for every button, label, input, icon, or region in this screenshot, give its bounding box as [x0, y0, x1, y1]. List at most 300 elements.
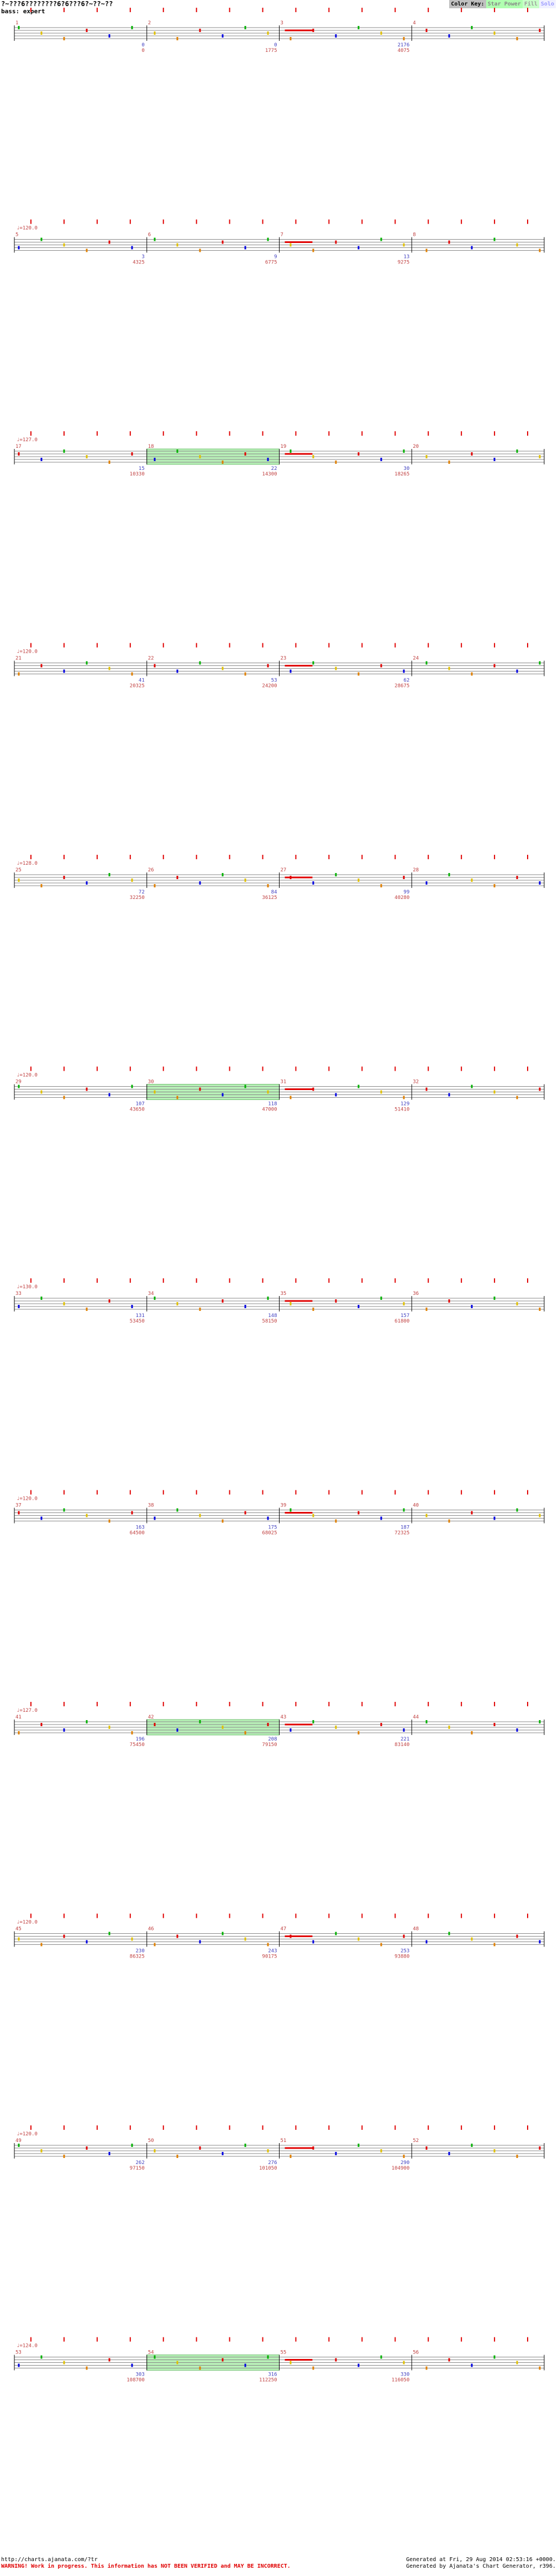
note-gem	[41, 1723, 43, 1726]
measure-number: 48	[413, 1926, 419, 1932]
measure-number: 28	[413, 868, 419, 873]
note-gem	[539, 1940, 541, 1944]
note-gem	[222, 241, 224, 244]
note-gem	[222, 1726, 224, 1729]
note-gem	[403, 2155, 405, 2158]
note-gem	[154, 1091, 156, 1094]
score-label: 6775	[265, 260, 277, 266]
score-label: 9275	[397, 260, 410, 266]
measure-number: 42	[148, 1715, 154, 1720]
footer-left	[1, 2557, 291, 2570]
note-gem	[86, 662, 88, 665]
note-gem	[86, 881, 88, 885]
note-gem	[131, 1731, 133, 1734]
note-gem	[154, 1297, 156, 1300]
score-label: 93880	[394, 1954, 410, 1960]
note-gem	[222, 2358, 224, 2362]
measure-number: 49	[15, 2138, 22, 2144]
measure-number: 53	[15, 2350, 22, 2356]
note-gem	[245, 879, 246, 882]
note-gem	[109, 1726, 110, 1729]
note-gem	[335, 667, 337, 670]
note-gem	[199, 2367, 201, 2370]
note-gem	[41, 1297, 43, 1300]
note-gem	[267, 1517, 269, 1520]
score-label: 4325	[133, 260, 145, 266]
note-gem	[199, 1088, 201, 1091]
note-gem	[86, 455, 88, 458]
note-gem	[426, 881, 428, 885]
note-gem	[177, 2361, 178, 2365]
measure-number: 20	[413, 444, 419, 449]
note-gem	[131, 1305, 133, 1308]
score-label: 43650	[129, 1107, 145, 1113]
note-gem	[245, 1938, 246, 1941]
score-label: 86325	[129, 1954, 145, 1960]
note-gem	[245, 246, 246, 250]
note-gem	[381, 1723, 382, 1726]
measure-number: 54	[148, 2350, 154, 2356]
note-gem	[426, 2367, 428, 2370]
note-gem	[154, 238, 156, 241]
measure-number: 17	[15, 444, 22, 449]
note-gem	[539, 29, 541, 32]
note-gem	[41, 31, 43, 35]
note-gem	[335, 873, 337, 876]
note-gem	[517, 1302, 518, 1305]
measure-number: 8	[413, 232, 416, 238]
note-gem	[177, 1096, 178, 1099]
note-gem	[154, 1943, 156, 1946]
note-gem	[86, 29, 88, 32]
note-gem	[199, 1514, 201, 1517]
note-gem	[177, 37, 178, 40]
note-gem	[131, 246, 133, 250]
measure-number: 56	[413, 2350, 419, 2356]
note-gem	[517, 244, 518, 247]
note-gem	[18, 1511, 20, 1515]
note-gem	[86, 1088, 88, 1091]
tempo-label: ♩=120.0	[17, 1496, 38, 1502]
note-gem	[449, 241, 450, 244]
tempo-label: ♩=124.0	[17, 2343, 38, 2349]
note-gem	[18, 879, 20, 882]
measure-number: 27	[280, 868, 287, 873]
note-gem	[177, 1302, 178, 1305]
note-gem	[177, 1935, 178, 1938]
score-label: 61800	[394, 1319, 410, 1324]
measure-number: 36	[413, 1291, 419, 1297]
note-count-label: 276	[268, 2160, 277, 2166]
note-gem	[313, 29, 314, 32]
measure-number: 31	[280, 1079, 287, 1085]
note-gem	[426, 249, 428, 252]
score-label: 104900	[391, 2166, 410, 2171]
note-gem	[494, 1517, 496, 1520]
note-gem	[154, 664, 156, 668]
note-gem	[131, 26, 133, 29]
note-gem	[222, 1520, 224, 1523]
note-gem	[245, 452, 246, 456]
note-gem	[18, 452, 20, 456]
note-gem	[109, 1932, 110, 1935]
note-gem	[426, 2146, 428, 2150]
measure-number: 1	[15, 20, 19, 26]
note-count-label: 84	[271, 890, 277, 895]
note-gem	[86, 2146, 88, 2150]
note-gem	[199, 881, 201, 885]
note-gem	[449, 873, 450, 876]
note-count-label: 330	[400, 2372, 410, 2378]
color-key-star-power: Star Power	[486, 0, 523, 8]
note-gem	[64, 37, 65, 40]
note-gem	[267, 31, 269, 35]
note-gem	[64, 2361, 65, 2365]
score-label: 72325	[394, 1530, 410, 1536]
note-gem	[449, 1520, 450, 1523]
note-gem	[358, 452, 360, 456]
note-gem	[335, 1093, 337, 1097]
note-gem	[290, 37, 292, 40]
note-gem	[471, 246, 473, 250]
note-gem	[381, 31, 382, 35]
measure-number: 55	[280, 2350, 287, 2356]
note-gem	[335, 1299, 337, 1303]
note-gem	[449, 34, 450, 38]
note-count-label: 9	[274, 254, 277, 260]
measure-number: 41	[15, 1715, 22, 1720]
note-count-label: 148	[268, 1313, 277, 1319]
note-gem	[403, 449, 405, 453]
tempo-label: ♩=127.0	[17, 437, 38, 443]
note-count-label: 208	[268, 1737, 277, 1742]
note-gem	[86, 1308, 88, 1311]
note-gem	[381, 1297, 382, 1300]
note-gem	[109, 1093, 110, 1097]
note-gem	[18, 1085, 20, 1088]
measure-number: 23	[280, 655, 287, 662]
note-gem	[222, 1299, 224, 1303]
note-gem	[41, 238, 43, 241]
score-label: 75450	[129, 1742, 145, 1748]
note-gem	[358, 1731, 360, 1734]
note-gem	[381, 664, 382, 668]
measure-number: 3	[280, 20, 283, 26]
measure-number: 4	[413, 20, 416, 26]
note-gem	[381, 238, 382, 241]
note-gem	[494, 31, 496, 35]
note-gem	[245, 1305, 246, 1308]
measure-number: 32	[413, 1079, 419, 1085]
note-count-label: 163	[135, 1525, 145, 1531]
note-gem	[517, 449, 518, 453]
color-key-label: Color Key:	[449, 0, 486, 8]
note-gem	[18, 1305, 20, 1308]
measure-number: 2	[148, 20, 151, 26]
note-gem	[313, 1308, 314, 1311]
note-gem	[41, 1091, 43, 1094]
note-gem	[471, 1305, 473, 1308]
note-gem	[426, 1720, 428, 1723]
note-gem	[471, 1731, 473, 1734]
note-gem	[335, 1520, 337, 1523]
note-gem	[403, 1509, 405, 1512]
note-count-label: 30	[403, 466, 410, 472]
note-gem	[381, 458, 382, 461]
note-gem	[335, 2152, 337, 2155]
note-gem	[335, 241, 337, 244]
note-gem	[267, 1297, 269, 1300]
note-gem	[177, 1728, 178, 1732]
note-gem	[313, 1720, 314, 1723]
note-gem	[177, 244, 178, 247]
note-gem	[41, 1517, 43, 1520]
note-gem	[290, 1509, 292, 1512]
note-gem	[449, 667, 450, 670]
note-gem	[539, 1720, 541, 1723]
score-label: 53450	[129, 1319, 145, 1324]
note-gem	[199, 29, 201, 32]
note-gem	[494, 238, 496, 241]
note-gem	[154, 31, 156, 35]
note-count-label: 62	[403, 678, 410, 684]
score-label: 32250	[129, 895, 145, 901]
note-gem	[449, 2358, 450, 2362]
measure-number: 22	[148, 655, 154, 662]
note-count-label: 175	[268, 1525, 277, 1531]
note-gem	[313, 662, 314, 665]
tempo-label: ♩=128.0	[17, 861, 38, 866]
measure-number: 33	[15, 1291, 22, 1297]
note-gem	[313, 1940, 314, 1944]
note-gem	[290, 244, 292, 247]
note-gem	[426, 29, 428, 32]
note-gem	[449, 1093, 450, 1097]
note-gem	[154, 2356, 156, 2359]
measure-number: 25	[15, 868, 22, 873]
note-count-label: 243	[268, 1948, 277, 1954]
note-gem	[154, 458, 156, 461]
note-gem	[267, 1091, 269, 1094]
measure-number: 46	[148, 1926, 154, 1932]
note-gem	[131, 1511, 133, 1515]
note-gem	[313, 2367, 314, 2370]
note-gem	[449, 1726, 450, 1729]
note-gem	[426, 1088, 428, 1091]
note-count-label: 196	[135, 1737, 145, 1742]
note-gem	[313, 881, 314, 885]
note-gem	[290, 2361, 292, 2365]
note-gem	[18, 2144, 20, 2147]
note-gem	[358, 1938, 360, 1941]
measure-number: 6	[148, 232, 151, 238]
measure-number: 24	[413, 655, 419, 662]
score-label: 64500	[129, 1530, 145, 1536]
note-count-label: 118	[268, 1101, 277, 1107]
note-gem	[494, 1943, 496, 1946]
note-gem	[403, 1728, 405, 1732]
note-gem	[86, 1940, 88, 1944]
note-gem	[245, 1085, 246, 1088]
measure-number: 38	[148, 1503, 154, 1509]
note-count-label: 41	[138, 678, 145, 684]
note-gem	[517, 1935, 518, 1938]
note-gem	[381, 1517, 382, 1520]
color-key-fill: Fill	[523, 0, 539, 8]
note-gem	[403, 1096, 405, 1099]
note-count-label: 53	[271, 678, 277, 684]
score-label: 1775	[265, 48, 277, 54]
measure-number: 35	[280, 1291, 287, 1297]
note-gem	[335, 1726, 337, 1729]
note-gem	[313, 2146, 314, 2150]
measure-number: 30	[148, 1079, 154, 1085]
note-gem	[403, 670, 405, 673]
note-gem	[41, 1943, 43, 1946]
note-gem	[18, 1731, 20, 1734]
note-gem	[449, 1299, 450, 1303]
note-gem	[64, 1728, 65, 1732]
score-label: 116050	[391, 2377, 410, 2383]
note-count-label: 22	[271, 466, 277, 472]
note-gem	[245, 26, 246, 29]
color-key-solo: Solo	[539, 0, 556, 8]
note-count-label: 303	[135, 2372, 145, 2378]
note-gem	[517, 2155, 518, 2158]
tempo-label: ♩=120.0	[17, 1072, 38, 1078]
note-gem	[267, 664, 269, 668]
score-label: 58150	[262, 1319, 277, 1324]
note-gem	[539, 662, 541, 665]
note-gem	[18, 1938, 20, 1941]
note-gem	[64, 670, 65, 673]
note-gem	[64, 2155, 65, 2158]
measure-number: 51	[280, 2138, 287, 2144]
score-label: 36125	[262, 895, 277, 901]
note-gem	[64, 1302, 65, 1305]
note-gem	[358, 1085, 360, 1088]
measure-number: 21	[15, 655, 22, 662]
note-gem	[426, 1514, 428, 1517]
measure-number: 37	[15, 1503, 22, 1509]
note-gem	[335, 461, 337, 464]
note-gem	[358, 1305, 360, 1308]
note-gem	[313, 455, 314, 458]
note-gem	[64, 244, 65, 247]
note-count-label: 3	[141, 254, 145, 260]
note-gem	[18, 673, 20, 676]
note-gem	[381, 884, 382, 887]
note-gem	[222, 34, 224, 38]
score-label: 28675	[394, 683, 410, 689]
note-gem	[494, 1723, 496, 1726]
note-count-label: 253	[400, 1948, 410, 1954]
note-gem	[154, 2149, 156, 2152]
note-gem	[539, 1308, 541, 1311]
note-gem	[41, 2356, 43, 2359]
note-gem	[267, 2149, 269, 2152]
note-gem	[109, 2152, 110, 2155]
note-gem	[199, 1720, 201, 1723]
note-gem	[494, 1297, 496, 1300]
note-gem	[154, 884, 156, 887]
note-gem	[64, 876, 65, 879]
instrument-difficulty: bass: expert	[1, 8, 45, 15]
note-count-label: 290	[400, 2160, 410, 2166]
note-gem	[449, 1932, 450, 1935]
note-gem	[517, 670, 518, 673]
score-label: 97150	[129, 2166, 145, 2171]
note-gem	[154, 1517, 156, 1520]
note-gem	[471, 2144, 473, 2147]
note-count-label: 2176	[397, 43, 410, 48]
note-gem	[290, 1302, 292, 1305]
song-title: ?~???6????????6?6???6?~??~??	[1, 0, 113, 8]
note-gem	[517, 1728, 518, 1732]
note-gem	[131, 673, 133, 676]
note-gem	[131, 452, 133, 456]
note-gem	[177, 876, 178, 879]
note-gem	[517, 1096, 518, 1099]
score-label: 18265	[394, 472, 410, 477]
score-label: 20325	[129, 683, 145, 689]
note-gem	[539, 455, 541, 458]
note-gem	[381, 2356, 382, 2359]
note-gem	[199, 1940, 201, 1944]
tempo-label: ♩=120.0	[17, 225, 38, 231]
note-gem	[381, 1091, 382, 1094]
note-gem	[313, 1088, 314, 1091]
note-gem	[494, 458, 496, 461]
note-count-label: 15	[138, 466, 145, 472]
note-gem	[86, 1720, 88, 1723]
note-gem	[222, 1093, 224, 1097]
note-gem	[426, 662, 428, 665]
note-gem	[109, 34, 110, 38]
note-gem	[494, 884, 496, 887]
note-gem	[494, 2149, 496, 2152]
footer-generator: Generated by Ajanata's Chart Generator, r396.	[406, 2563, 556, 2569]
note-gem	[539, 2146, 541, 2150]
note-gem	[41, 884, 43, 887]
footer-warning: WARNING! Work in progress. This information has NOT BEEN VERIFIED and MAY BE INCORRECT.	[1, 2563, 291, 2569]
note-gem	[539, 249, 541, 252]
note-gem	[131, 1938, 133, 1941]
note-count-label: 72	[138, 890, 145, 895]
note-gem	[517, 2361, 518, 2365]
tempo-label: ♩=127.0	[17, 1708, 38, 1713]
footer-generated-at: Generated at Fri, 29 Aug 2014 02:53:16 +0000.	[406, 2557, 556, 2563]
note-gem	[290, 670, 292, 673]
note-gem	[18, 2364, 20, 2367]
note-gem	[426, 1308, 428, 1311]
note-gem	[222, 667, 224, 670]
note-gem	[267, 238, 269, 241]
note-gem	[313, 1514, 314, 1517]
note-gem	[245, 1511, 246, 1515]
footer-url[interactable]: http://charts.ajanata.com/?tr	[1, 2557, 98, 2563]
score-label: 83140	[394, 1742, 410, 1748]
note-gem	[358, 1511, 360, 1515]
score-label: 112250	[259, 2377, 277, 2383]
measure-number: 34	[148, 1291, 154, 1297]
note-count-label: 131	[135, 1313, 145, 1319]
note-gem	[403, 244, 405, 247]
note-gem	[494, 664, 496, 668]
note-gem	[245, 673, 246, 676]
note-gem	[41, 664, 43, 668]
score-label: 14300	[262, 472, 277, 477]
